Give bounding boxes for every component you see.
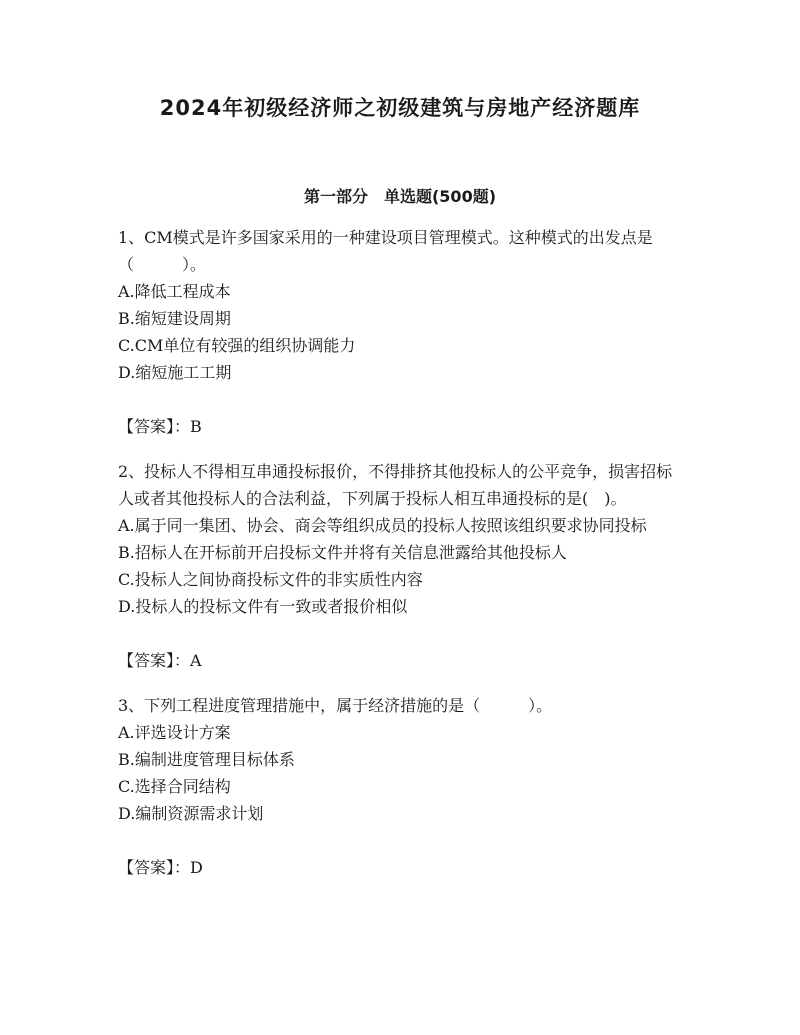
- option-b: B.编制进度管理目标体系: [118, 750, 295, 769]
- option-d: D.投标人的投标文件有一致或者报价相似: [118, 597, 408, 616]
- section-heading: 第一部分 单选题(500题): [303, 187, 497, 206]
- option-a: A.降低工程成本: [118, 282, 231, 301]
- option-b: B.缩短建设周期: [118, 309, 231, 328]
- question-block: [118, 692, 678, 881]
- question-text: 1、CM模式是许多国家采用的一种建设项目管理模式。这种模式的出发点是（ ）。: [118, 228, 653, 274]
- document-title: 2024年初级经济师之初级建筑与房地产经济题库: [159, 96, 641, 120]
- option-b: B.招标人在开标前开启投标文件并将有关信息泄露给其他投标人: [118, 543, 567, 562]
- question-block: [118, 224, 678, 440]
- question-text: 3、下列工程进度管理措施中，属于经济措施的是（ ）。: [118, 696, 553, 715]
- answer-line: 【答案】：B: [118, 417, 202, 436]
- question-text: 2、投标人不得相互串通投标报价，不得排挤其他投标人的公平竞争，损害招标人或者其他投标人的合法利益，下列属于投标人相互串通投标的是( )。: [118, 462, 673, 508]
- option-a: A.评选设计方案: [118, 723, 231, 742]
- option-d: D.编制资源需求计划: [118, 804, 264, 823]
- option-c: C.CM单位有较强的组织协调能力: [118, 336, 356, 355]
- option-c: C.选择合同结构: [118, 777, 231, 796]
- question-block: [118, 458, 678, 674]
- option-a: A.属于同一集团、协会、商会等组织成员的投标人按照该组织要求协同投标: [118, 516, 647, 535]
- option-d: D.缩短施工工期: [118, 363, 232, 382]
- answer-line: 【答案】：D: [118, 858, 203, 877]
- answer-line: 【答案】：A: [118, 651, 202, 670]
- question-list: [118, 224, 678, 899]
- option-c: C.投标人之间协商投标文件的非实质性内容: [118, 570, 423, 589]
